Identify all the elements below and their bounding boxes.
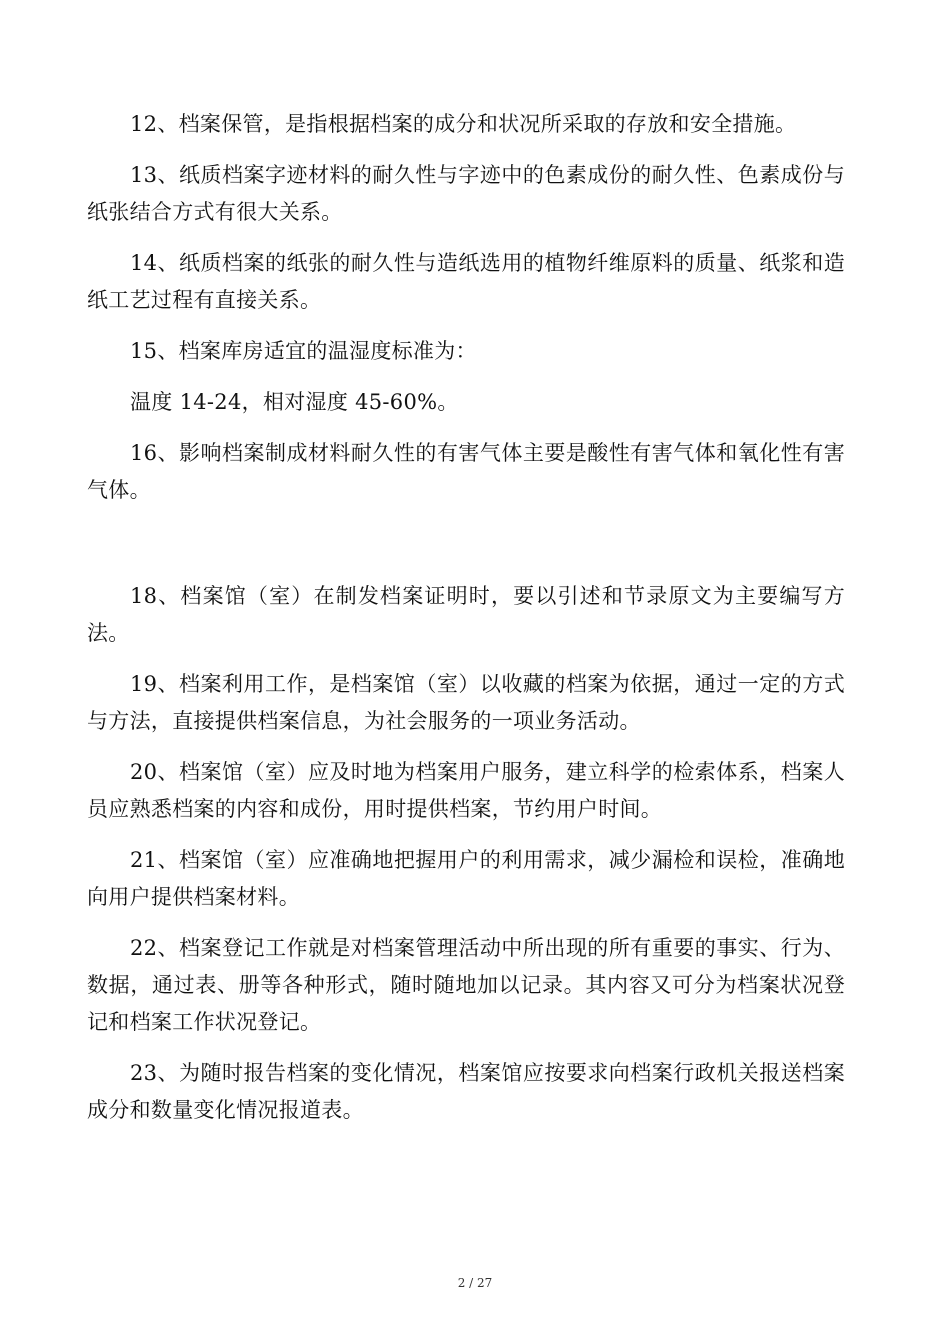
paragraph-gap <box>87 916 845 930</box>
document-body <box>87 106 845 1129</box>
paragraph-gap <box>87 319 845 333</box>
paragraph-23: 23、为随时报告档案的变化情况，档案馆应按要求向档案行政机关报送档案成分和数量变化情况报道表。 <box>87 1061 845 1122</box>
paragraph-gap <box>87 652 845 666</box>
paragraph-15: 15、档案库房适宜的温湿度标准为： <box>130 339 477 363</box>
paragraph-20: 20、档案馆（室）应及时地为档案用户服务，建立科学的检索体系，档案人员应熟悉档案的内容和成份，用时提供档案，节约用户时间。 <box>87 760 845 821</box>
paragraph-gap <box>87 828 845 842</box>
paragraph-gap <box>87 231 845 245</box>
section-gap <box>87 509 845 578</box>
paragraph-21: 21、档案馆（室）应准确地把握用户的利用需求，减少漏检和误检，准确地向用户提供档案材料。 <box>87 848 845 909</box>
paragraph-gap <box>87 740 845 754</box>
paragraph-12: 12、档案保管，是指根据档案的成分和状况所采取的存放和安全措施。 <box>130 112 797 136</box>
paragraph-14: 14、纸质档案的纸张的耐久性与造纸选用的植物纤维原料的质量、纸浆和造纸工艺过程有直接关系。 <box>87 251 845 312</box>
paragraph-15-detail: 温度 14-24，相对湿度 45-60%。 <box>130 390 459 414</box>
paragraph-gap <box>87 421 845 435</box>
paragraph-13: 13、纸质档案字迹材料的耐久性与字迹中的色素成份的耐久性、色素成份与纸张结合方式有很大关系。 <box>87 163 845 224</box>
paragraph-22: 22、档案登记工作就是对档案管理活动中所出现的所有重要的事实、行为、数据，通过表、册等各种形式，随时随地加以记录。其内容又可分为档案状况登记和档案工作状况登记。 <box>87 936 845 1034</box>
page-number: 2 / 27 <box>457 1276 493 1290</box>
paragraph-19: 19、档案利用工作，是档案馆（室）以收藏的档案为依据，通过一定的方式与方法，直接提供档案信息，为社会服务的一项业务活动。 <box>87 672 845 733</box>
paragraph-gap <box>87 143 845 157</box>
paragraph-16: 16、影响档案制成材料耐久性的有害气体主要是酸性有害气体和氧化性有害气体。 <box>87 441 845 502</box>
paragraph-gap <box>87 1041 845 1055</box>
paragraph-18: 18、档案馆（室）在制发档案证明时，要以引述和节录原文为主要编写方法。 <box>87 584 845 645</box>
paragraph-gap <box>87 370 845 384</box>
